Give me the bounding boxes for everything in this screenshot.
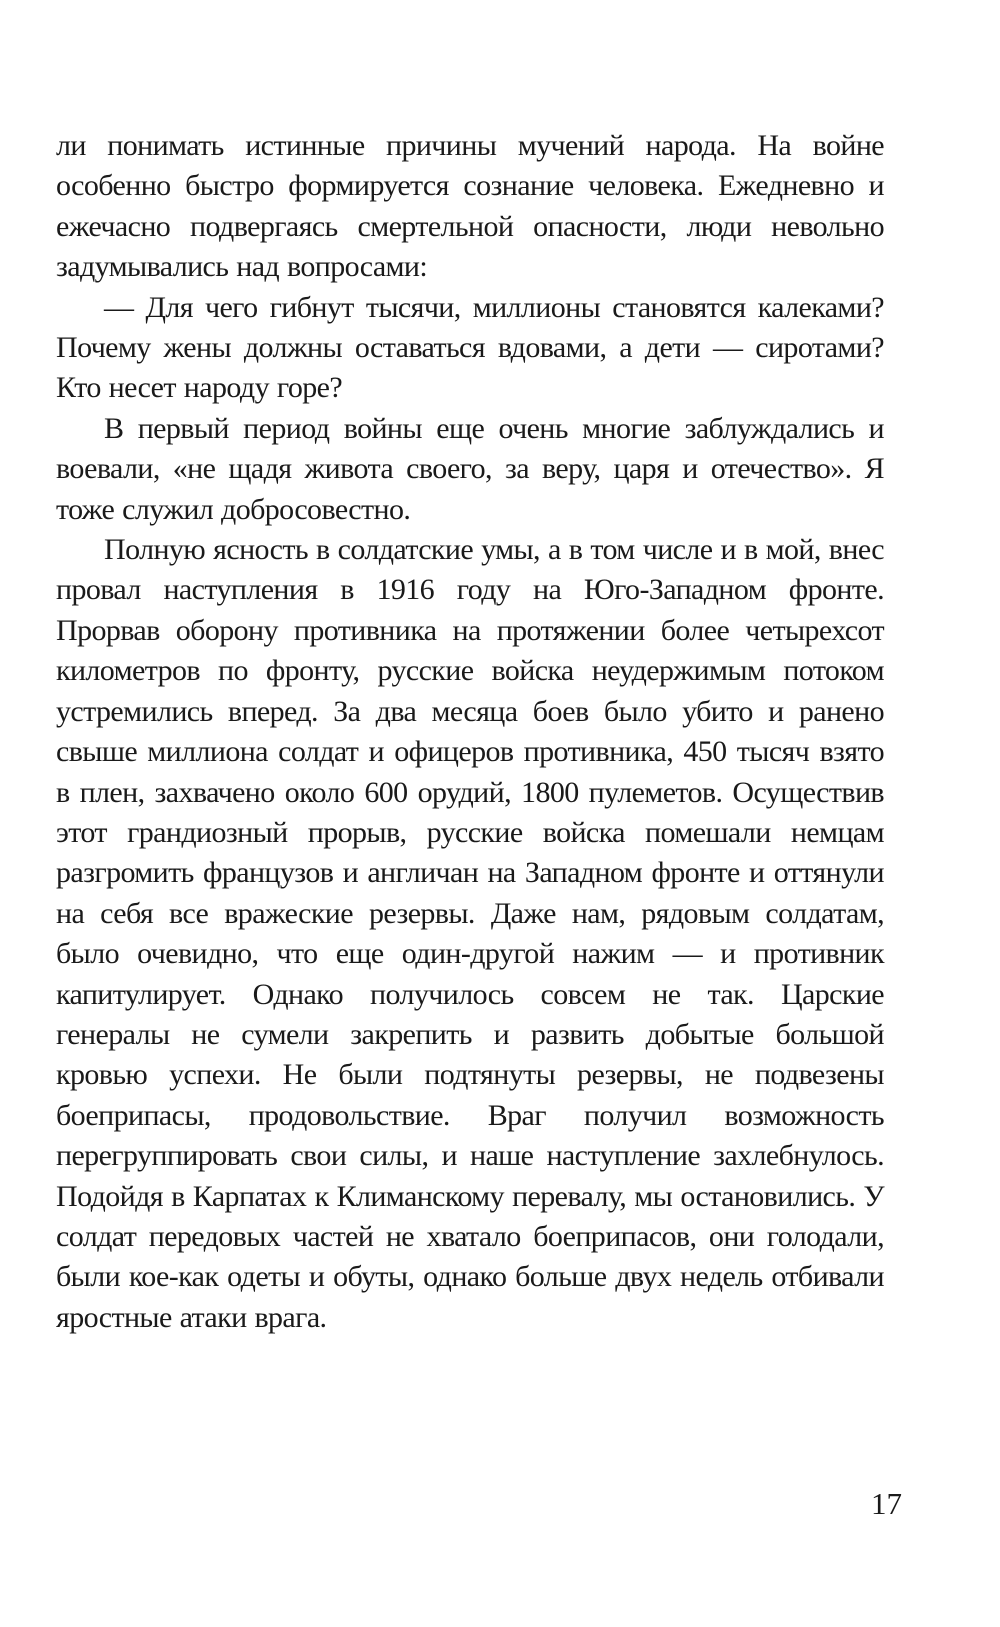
paragraph-3: В первый период войны еще очень многие заблуждались и воевали, «не щадя живота своего, за веру, царя и отечество». Я тоже служил добросовестно. [56,411,884,526]
paragraph-2: — Для чего гибнут тысячи, миллионы становятся калеками? Почему жены должны оставаться вдовами, а дети — сиротами? Кто несет народу горе? [56,290,884,405]
paragraph-1: ли понимать истинные причины мучений народа. На войне особенно быстро формируется сознание человека. Ежедневно и ежечасно подвергаясь смертельной опасности, люди невольно задумывались над вопросами: [56,129,884,284]
paragraph-4: Полную ясность в солдатские умы, а в том числе и в мой, внес провал наступления в 1916 году на Юго-Западном фронте. Прорвав оборону противника на протяжении более четырехсот километров по фронту, русские войска неудержимым потоком устремились вперед. За два месяца боев было убито и ранено свыше миллиона солдат и офицеров противника, 450 тысяч взято в плен, захвачено около 600 орудий, 1800 пулеметов. Осуществив этот грандиозный прорыв, русские войска помешали немцам разгромить французов и англичан на Западном фронте и оттянули на себя все вражеские резервы. Даже нам, рядовым солдатам, было очевидно, что еще один-другой нажим — и противник капитулирует. Однако получилось совсем не так. Царские генералы не сумели закрепить и развить добытые большой кровью успехи. Не были подтянуты резервы, не подвезены боеприпасы, продовольствие. Враг получил возможность перегруппировать свои силы, и наше наступление захлебнулось. Подойдя в Карпатах к Климанскому перевалу, мы остановились. У солдат передовых частей не хватало боеприпасов, они голодали, были кое-как одеты и обуты, однако больше двух недель отбивали яростные атаки врага. [56,533,884,1334]
page-number: 17 [871,1486,902,1521]
body-text [56,126,884,1338]
